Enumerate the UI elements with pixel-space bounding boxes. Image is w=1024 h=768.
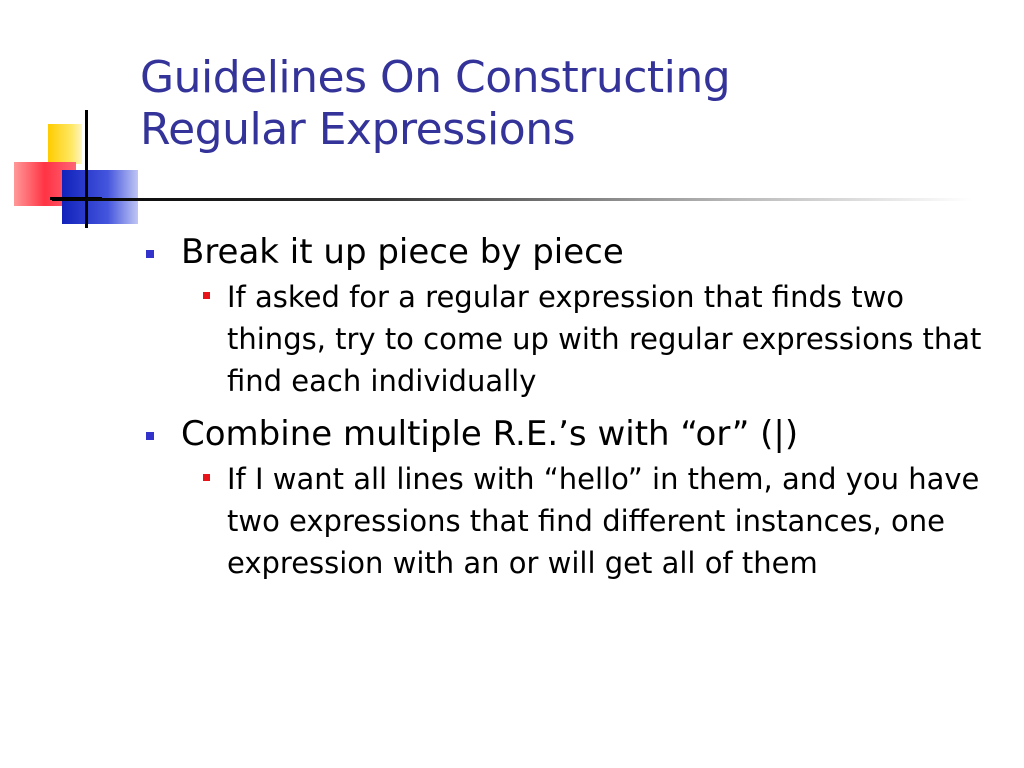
bullet-item <box>140 230 1000 402</box>
sub-bullet-list <box>181 276 1000 402</box>
slide-title <box>140 52 1000 156</box>
sub-bullet-text: If asked for a regular expression that finds two things, try to come up with regular expressions that find each individually <box>227 280 982 398</box>
square-bullet-icon <box>203 292 210 299</box>
bullet-item <box>140 412 1000 584</box>
sub-bullet-item <box>186 276 1000 402</box>
sub-bullet-item <box>186 458 1000 584</box>
sub-bullet-text: If I want all lines with “hello” in them, and you have two expressions that find different instances, one expression with an or will get all of them <box>227 462 980 580</box>
bullet-list <box>140 230 1000 594</box>
title-line-2: Regular Expressions <box>140 104 576 155</box>
slide-logo-decoration <box>0 0 140 240</box>
title-underline <box>52 198 972 201</box>
bullet-text: Combine multiple R.E.’s with “or” (|) <box>181 414 799 454</box>
square-bullet-icon <box>146 432 154 440</box>
title-line-1: Guidelines On Constructing <box>140 52 731 103</box>
square-bullet-icon <box>146 250 154 258</box>
square-bullet-icon <box>203 474 210 481</box>
bullet-text: Break it up piece by piece <box>181 232 624 272</box>
sub-bullet-list <box>181 458 1000 584</box>
